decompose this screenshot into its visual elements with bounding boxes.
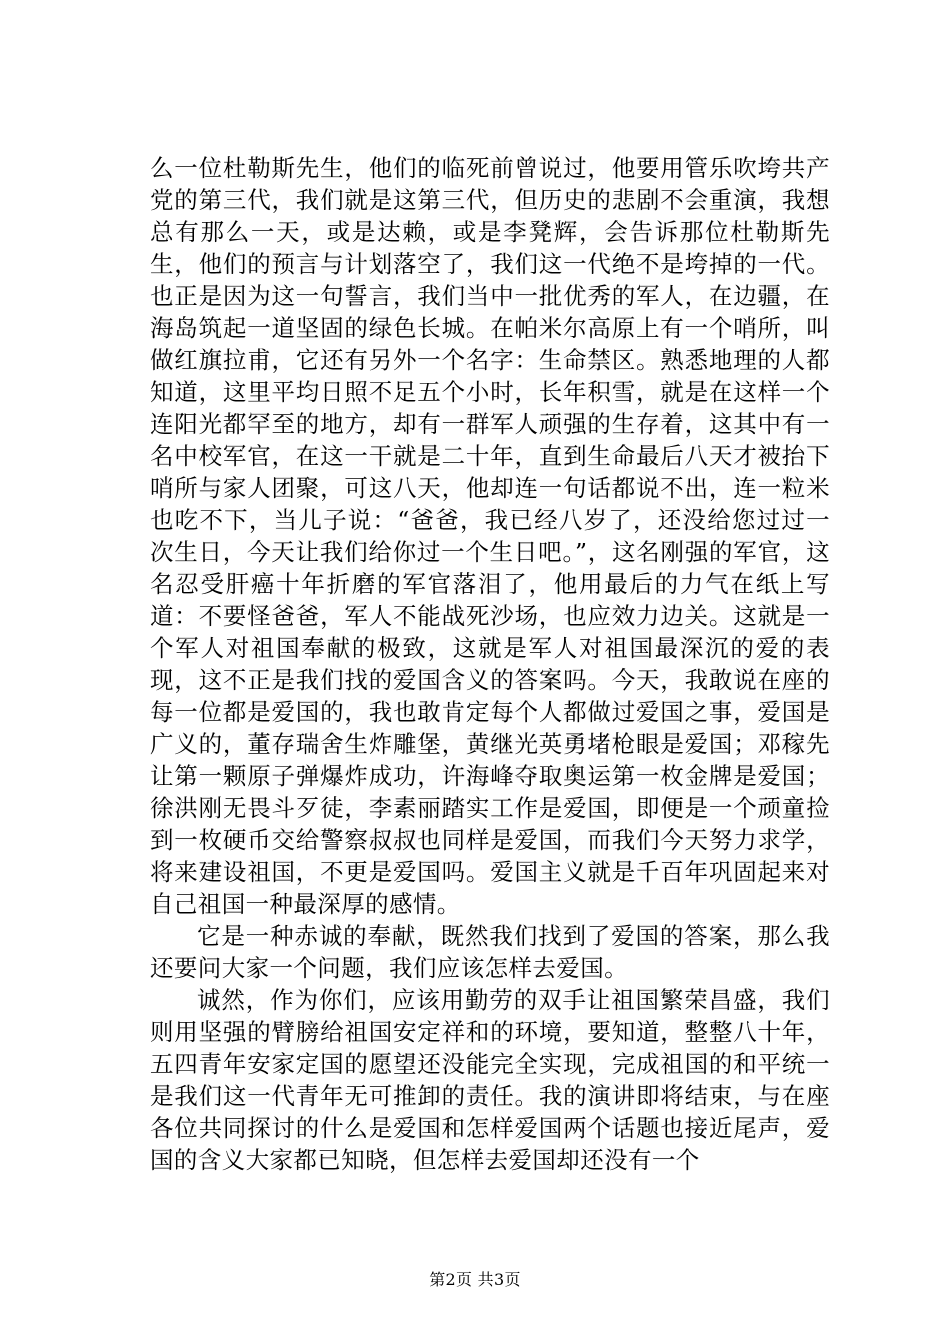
paragraph: 诚然，作为你们，应该用勤劳的双手让祖国繁荣昌盛，我们则用坚强的臂膀给祖国安定祥和的环境，要知道，整整八十年，五四青年安家定国的愿望还没能完全实现，完成祖国的和平统一是我们这一代青年无可推卸的责任。我的演讲即将结束，与在座各位共同探讨的什么是爱国和怎样爱国两个话题也接近尾声，爱国的含义大家都已知晓，但怎样去爱国却还没有一个: [150, 986, 830, 1174]
page-number: 第2页 共3页: [429, 1270, 521, 1289]
paragraph-continued: 么一位杜勒斯先生，他们的临死前曾说过，他要用管乐吹垮共产党的第三代，我们就是这第三代，但历史的悲剧不会重演，我想总有那么一天，或是达赖，或是李凳辉，会告诉那位杜勒斯先生，他们的预言与计划落空了，我们这一代绝不是垮掉的一代。也正是因为这一句誓言，我们当中一批优秀的军人，在边疆，在海岛筑起一道坚固的绿色长城。在帕米尔高原上有一个哨所，叫做红旗拉甫，它还有另外一个名字：生命禁区。熟悉地理的人都知道，这里平均日照不足五个小时，长年积雪，就是在这样一个连阳光都罕至的地方，却有一群军人顽强的生存着，这其中有一名中校军官，在这一干就是二十年，直到生命最后八天才被抬下哨所与家人团聚，可这八天，他却连一句话都说不出，连一粒米也吃不下，当儿子说：“爸爸，我已经八岁了，还没给您过过一次生日，今天让我们给你过一个生日吧。”，这名刚强的军官，这名忍受肝癌十年折磨的军官落泪了，他用最后的力气在纸上写道：不要怪爸爸，军人不能战死沙场，也应效力边关。这就是一个军人对祖国奉献的极致，这就是军人对祖国最深沉的爱的表现，这不正是我们找的爱国含义的答案吗。今天，我敢说在座的每一位都是爱国的，我也敢肯定每个人都做过爱国之事，爱国是广义的，董存瑞舍生炸雕堡，黄继光英勇堵枪眼是爱国；邓稼先让第一颗原子弹爆炸成功，许海峰夺取奥运第一枚金牌是爱国；徐洪刚无畏斗歹徒，李素丽踏实工作是爱国，即便是一个顽童捡到一枚硬币交给警察叔叔也同样是爱国，而我们今天努力求学，将来建设祖国，不更是爱国吗。爱国主义就是千百年巩固起来对自己祖国一种最深厚的感情。: [150, 154, 830, 918]
document-body: [150, 152, 830, 1176]
paragraph: 它是一种赤诚的奉献，既然我们找到了爱国的答案，那么我还要问大家一个问题，我们应该怎样去爱国。: [150, 922, 830, 982]
